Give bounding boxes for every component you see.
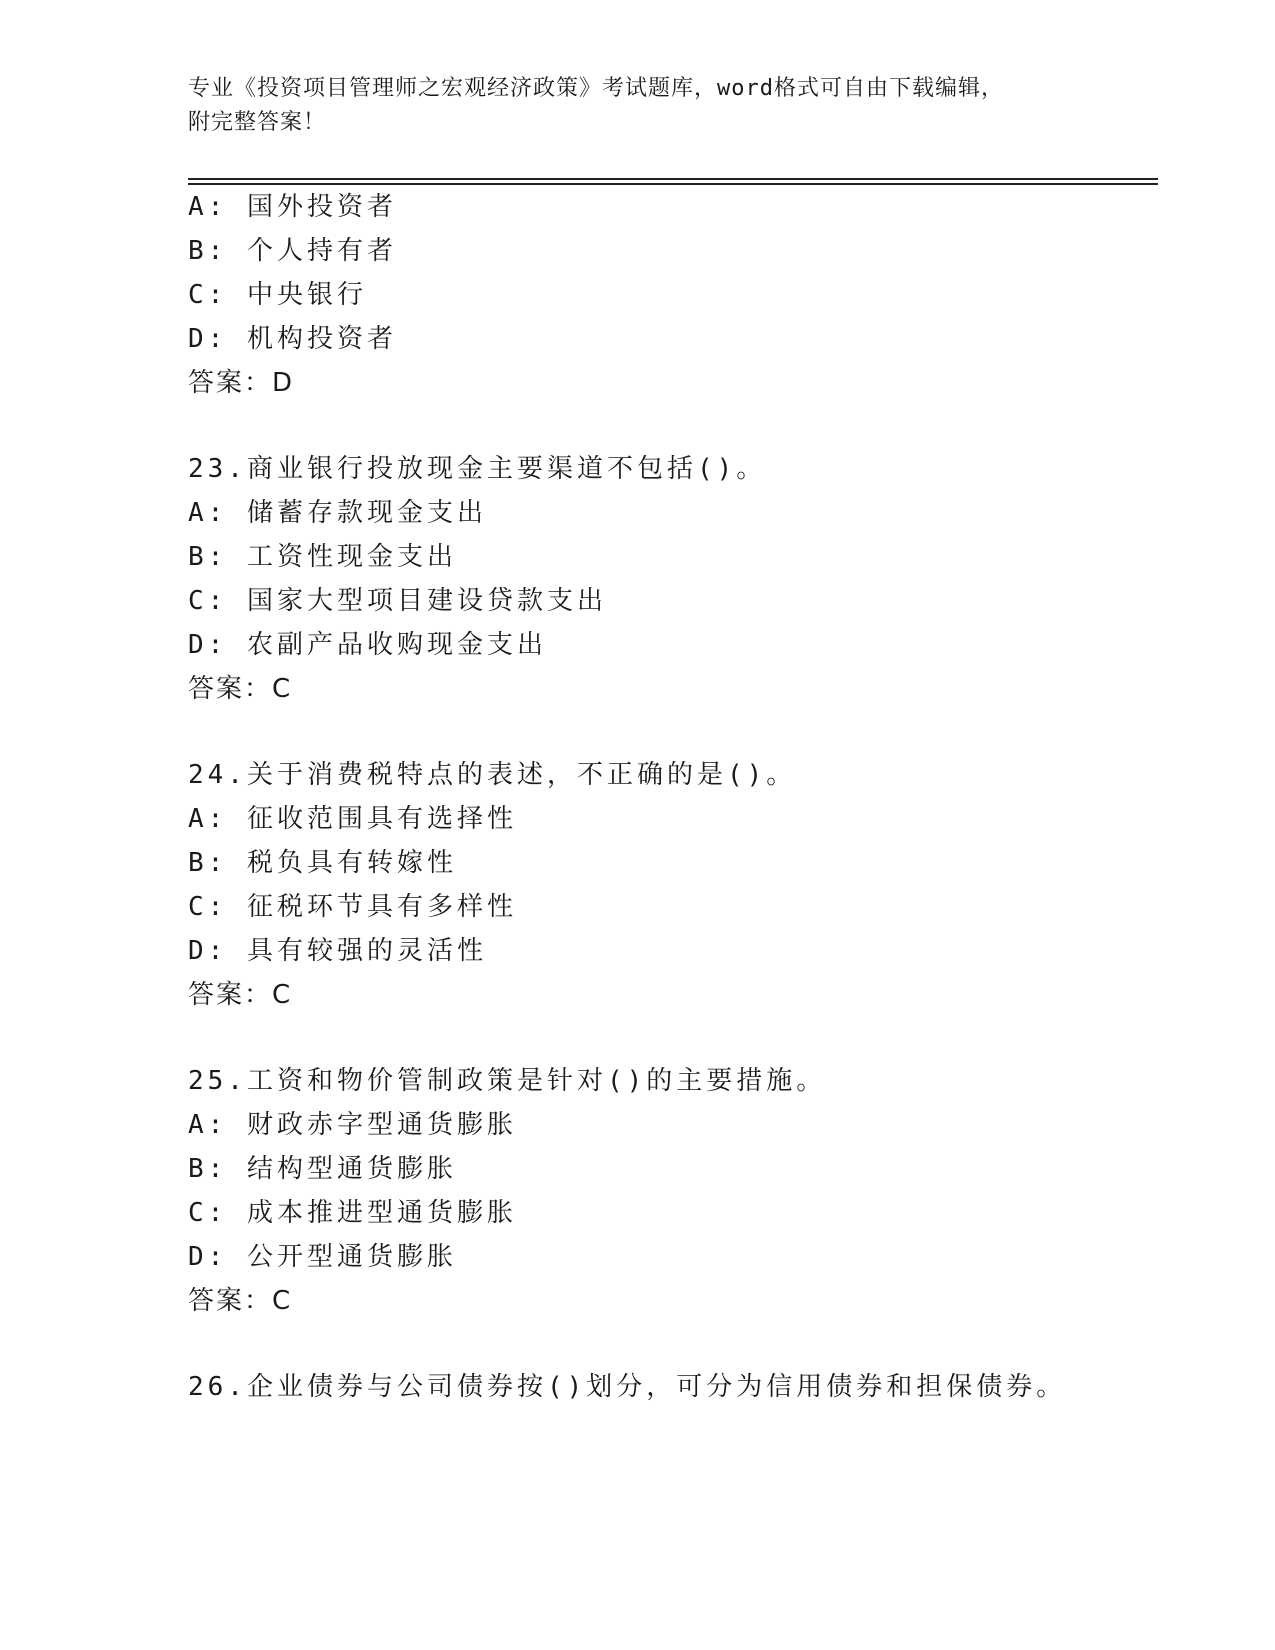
document-header	[188, 72, 1088, 140]
q25-answer: 答案：C	[188, 1286, 293, 1316]
q22-option-b: B: 个人持有者	[188, 236, 397, 266]
q24-question: 24.关于消费税特点的表述，不正确的是()。	[188, 760, 797, 790]
q24-answer: 答案：C	[188, 980, 293, 1010]
q25-option-b: B: 结构型通货膨胀	[188, 1154, 457, 1184]
q23-option-a: A: 储蓄存款现金支出	[188, 498, 487, 528]
q25-option-c: C: 成本推进型通货膨胀	[188, 1198, 517, 1228]
header-divider-top	[188, 178, 1158, 180]
q24-option-c: C: 征税环节具有多样性	[188, 892, 517, 922]
q22-answer: 答案：D	[188, 368, 295, 398]
q25-question: 25.工资和物价管制政策是针对()的主要措施。	[188, 1066, 827, 1096]
q24-option-a: A: 征收范围具有选择性	[188, 804, 517, 834]
q22-option-c: C: 中央银行	[188, 280, 367, 310]
q24-option-b: B: 税负具有转嫁性	[188, 848, 457, 878]
header-divider-bottom	[188, 183, 1158, 185]
header-line-1: 专业《投资项目管理师之宏观经济政策》考试题库，word格式可自由下载编辑，	[188, 76, 1004, 101]
q25-option-d: D: 公开型通货膨胀	[188, 1242, 457, 1272]
q26-question: 26.企业债券与公司债券按()划分，可分为信用债券和担保债券。	[188, 1372, 1067, 1402]
q23-option-c: C: 国家大型项目建设贷款支出	[188, 586, 607, 616]
q25-option-a: A: 财政赤字型通货膨胀	[188, 1110, 517, 1140]
q23-question: 23.商业银行投放现金主要渠道不包括()。	[188, 454, 767, 484]
q22-option-a: A: 国外投资者	[188, 192, 397, 222]
q24-option-d: D: 具有较强的灵活性	[188, 936, 487, 966]
q23-option-d: D: 农副产品收购现金支出	[188, 630, 547, 660]
q23-answer: 答案：C	[188, 674, 293, 704]
q22-option-d: D: 机构投资者	[188, 324, 397, 354]
q23-option-b: B: 工资性现金支出	[188, 542, 457, 572]
header-line-2: 附完整答案！	[188, 110, 327, 135]
